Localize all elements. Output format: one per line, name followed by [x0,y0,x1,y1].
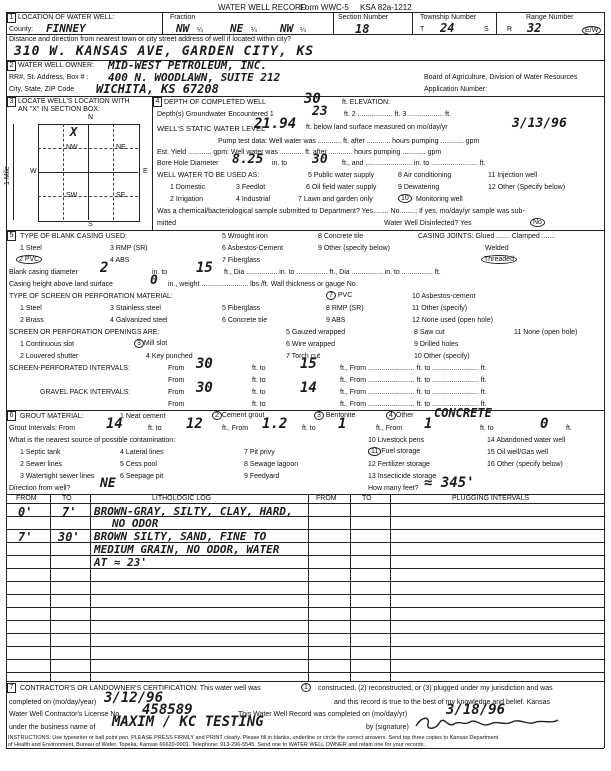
depth-value: 30 [304,91,321,107]
location-label: LOCATION OF WATER WELL: [18,14,115,21]
section-location-box [38,124,140,222]
groundwater-depth-1: 23 [312,104,328,119]
depth-label: DEPTH OF COMPLETED WELL [164,99,266,106]
city-label: City, State, ZIP Code [9,86,75,93]
gravel-interval-to: 14 [300,380,317,396]
disinfected-no: No [530,218,545,227]
locate-label-2: AN "X" IN SECTION BOX: [18,106,100,113]
use-10-selected: 10 [398,194,412,203]
screen-intervals-label: SCREEN-PERFORATED INTERVALS: [9,365,130,372]
log-row-2-desc: BROWN SILTY, SAND, FINE TO [94,530,267,543]
section-number-label: Section Number [338,14,389,21]
blank-casing-diameter: 2 [100,260,109,276]
range-label: Range Number [526,14,574,21]
constructed-selected: 1 [301,683,311,692]
section-4-number: 4 [153,97,162,107]
section-5-number: 5 [7,231,16,241]
bore-diameter: 8.25 [232,152,264,167]
instructions-line-1: INSTRUCTIONS: Use typewriter or ball point pen. PLEASE PRESS FIRMLY and PRINT clearly. Please fill in blanks, underline or circle the correct answers. Send top three copies to Kansas Department [8,735,499,741]
section-1-number: 1 [7,13,16,23]
grout-other-selected: 4 Other [386,411,413,420]
fraction-3: NW [280,22,294,35]
county-value: FINNEY [46,22,86,35]
distance-value: 310 W. KANSAS AVE, GARDEN CITY, KS [14,44,315,59]
use-label: WELL WATER TO BE USED AS: [157,172,260,179]
distance-label: Distance and direction from nearest town or city street address of well if located within city? [9,36,292,43]
log-row-1-to: 7' [62,505,77,519]
section-3-number: 3 [7,97,16,107]
screen-material-label: TYPE OF SCREEN OR PERFORATION MATERIAL: [9,293,173,300]
screen-interval-to: 15 [300,356,317,372]
distance-feet-value: ≈ 345' [424,475,475,491]
license-number: 458589 [142,702,193,718]
location-mark: X [70,125,78,139]
bore-depth: 30 [312,152,328,167]
casing-pvc-selected: 2 PVC [16,255,42,264]
board-label: Board of Agriculture, Division of Water Resources [424,74,578,81]
township-number: 24 [440,21,455,35]
city-value: WICHITA, KS 67208 [96,82,219,96]
township-label: Township Number [420,14,477,21]
gravel-intervals-label: GRAVEL PACK INTERVALS: [40,389,131,396]
address-value: 400 N. WOODLAWN, SUITE 212 [108,71,281,84]
gravel-interval-from: 30 [196,380,213,396]
locate-label-1: LOCATE WELL'S LOCATION WITH [18,98,130,105]
owner-label: WATER WELL OWNER: [18,62,94,69]
static-level-label: WELL'S STATIC WATER LEVEL [157,124,266,133]
range-number: 32 [527,21,542,35]
static-level-date: 3/13/96 [512,116,567,131]
log-row-2-from: 7' [18,530,33,544]
form-title: WATER WELL RECORD [218,3,307,12]
section-7-number: 7 [7,683,16,693]
mile-label: 1 Mile [4,166,11,185]
static-level-value: 21.94 [254,116,297,132]
screen-pvc-selected: 7 PVC [326,291,352,300]
county-label: County: [9,26,34,33]
business-name: MAXIM / KC TESTING [112,714,264,730]
completed-date: 3/12/96 [104,690,164,706]
blank-casing-depth: 15 [196,260,213,276]
fraction-1: NW [176,22,190,35]
record-completed-date: 3/18/96 [446,702,506,718]
screen-interval-from: 30 [196,356,213,372]
section-6-number: 6 [7,411,16,421]
grout-other-value: CONCRETE [434,406,492,420]
signature [412,712,562,734]
fuel-storage-selected: 11 Fuel storage [368,447,420,456]
log-row-1-desc: BROWN-GRAY, SILTY, CLAY, HARD, [94,505,293,518]
owner-value: MID-WEST PETROLEUM, INC. [108,59,267,72]
fraction-2: NE [230,22,244,35]
form-number: Form WWC-5 [300,3,349,12]
grout-cement-selected: 2 Cement grout [212,411,264,420]
joints-threaded-selected: Threaded [481,255,517,264]
log-row-1-from: 0' [18,505,33,519]
instructions-line-2: of Health and Environment, Bureau of Water, Topeka, Kansas 66620-0001. Telephone: 913-296-5545. Send one to WATER WELL OWNER and retain one for your records. [8,742,426,748]
casing-height: 0 [150,273,158,288]
fraction-label: Fraction [170,14,196,21]
mill-slot-selected: 3 Mill slot [134,339,167,348]
section-number: 18 [355,22,370,36]
openings-label: SCREEN OR PERFORATION OPENINGS ARE: [9,329,160,336]
direction-value: NE [100,476,116,491]
range-direction: E/W [582,26,601,35]
address-label: RR#, St. Address, Box # : [9,74,89,81]
grout-bentonite-selected: 3 Bentonite [314,411,355,420]
grout-label: GROUT MATERIAL: [20,413,84,420]
log-row-2-to: 30' [58,530,80,544]
application-number-label: Application Number: [424,86,488,93]
casing-label: TYPE OF BLANK CASING USED: [20,233,127,240]
ksa-reference: KSA 82a-1212 [360,3,412,12]
section-2-number: 2 [7,61,16,71]
